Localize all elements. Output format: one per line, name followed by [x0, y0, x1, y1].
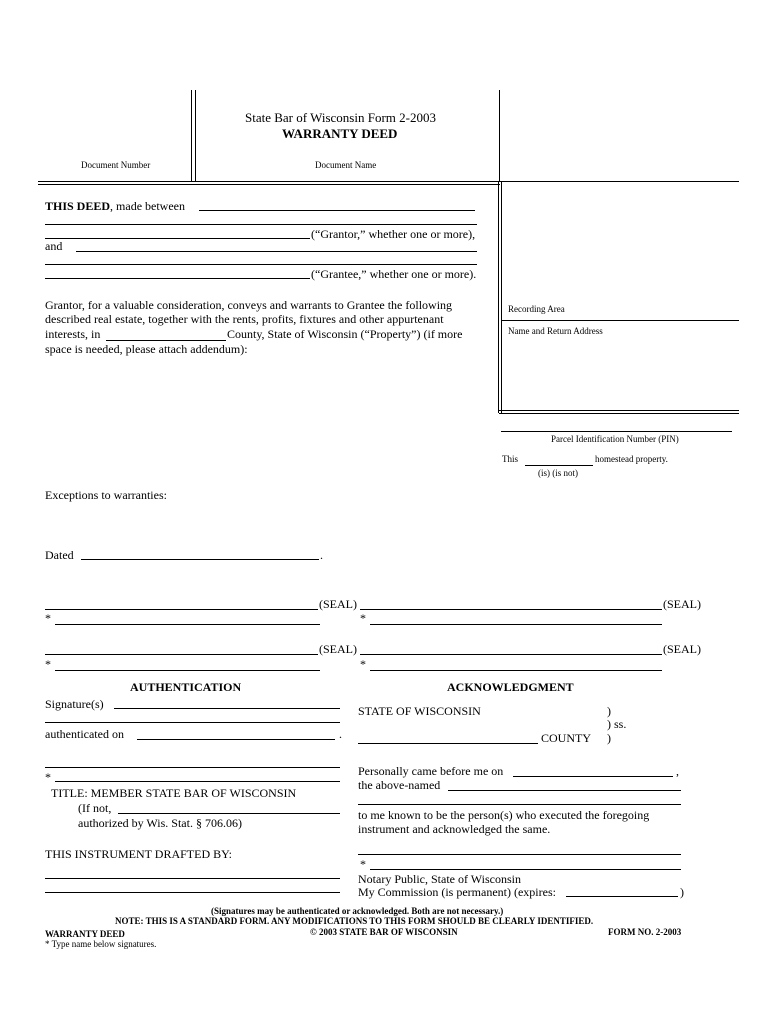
grantor-name-line-1[interactable]: [199, 210, 475, 211]
recording-box-left-1: [498, 181, 499, 413]
signatures-line-2[interactable]: [45, 722, 340, 723]
dated-period: .: [320, 548, 323, 562]
grantee-name-line-2[interactable]: [45, 264, 477, 265]
header-bottom-line-1: [38, 181, 500, 182]
conveys-line-2: described real estate, together with the rents, profits, fixtures and other appurtenant: [45, 312, 444, 326]
type-name-note: * Type name below signatures.: [45, 939, 157, 949]
ss-label: ) ss.: [607, 717, 627, 731]
paren-1: ): [607, 704, 611, 718]
drafted-by-line-2[interactable]: [45, 892, 340, 893]
header-bottom-line-2: [38, 184, 500, 185]
notary-label: Notary Public, State of Wisconsin: [358, 872, 521, 886]
asterisk-1-right: *: [360, 611, 366, 625]
asterisk-1-left: *: [45, 611, 51, 625]
dated-line[interactable]: [81, 559, 319, 560]
recording-box-top: [499, 181, 739, 182]
conveys-line-4: space is needed, please attach addendum):: [45, 342, 248, 356]
notary-signature-line[interactable]: [358, 854, 681, 855]
if-not-line[interactable]: [118, 813, 340, 814]
notary-typed-name-line[interactable]: [370, 869, 681, 870]
typed-name-line-2-right[interactable]: [370, 670, 662, 671]
typed-name-line-1-left[interactable]: [55, 624, 320, 625]
authentication-heading: AUTHENTICATION: [130, 680, 242, 694]
typed-name-line-2-left[interactable]: [55, 670, 320, 671]
pin-label: Parcel Identification Number (PIN): [551, 434, 679, 444]
footer-copyright: © 2003 STATE BAR OF WISCONSIN: [310, 927, 458, 937]
seal-label-1-right: (SEAL): [663, 597, 701, 611]
grantee-suffix: (“Grantee,” whether one or more).: [311, 267, 477, 281]
drafted-by-label: THIS INSTRUMENT DRAFTED BY:: [45, 847, 233, 861]
grantor-suffix: (“Grantor,” whether one or more),: [311, 227, 476, 241]
typed-name-line-1-right[interactable]: [370, 624, 662, 625]
acknowledgment-heading: ACKNOWLEDGMENT: [447, 680, 574, 694]
recording-box-bottom-2: [499, 413, 739, 414]
authenticated-on-line[interactable]: [137, 739, 335, 740]
notary-asterisk: *: [360, 857, 366, 871]
drafted-by-line-1[interactable]: [45, 878, 340, 879]
recording-box-bottom-1: [499, 410, 739, 411]
known-line-1: to me known to be the person(s) who executed the foregoing: [358, 808, 650, 822]
asterisk-2-right: *: [360, 657, 366, 671]
footer-warranty-deed: WARRANTY DEED: [45, 929, 125, 939]
above-named-line-2[interactable]: [358, 804, 681, 805]
signatures-line-1[interactable]: [114, 708, 340, 709]
homestead-label: homestead property.: [595, 454, 668, 464]
made-between-label: , made between: [110, 199, 185, 213]
signature-line-1-left[interactable]: [45, 609, 318, 610]
signatures-note: (Signatures may be authenticated or acknowledged. Both are not necessary.): [211, 906, 504, 916]
commission-close-paren: ): [680, 885, 684, 899]
signature-line-2-right[interactable]: [360, 654, 662, 655]
conveys-line-3a: interests, in: [45, 327, 101, 341]
county-line[interactable]: [358, 743, 538, 744]
seal-label-2-left: (SEAL): [319, 642, 357, 656]
signature-line-2-left[interactable]: [45, 654, 318, 655]
commission-label: My Commission (is permanent) (expires:: [358, 885, 556, 899]
this-deed-line: [45, 199, 185, 214]
header-divider-left-2: [195, 90, 196, 182]
document-number-label: Document Number: [81, 160, 151, 170]
standard-form-note: NOTE: THIS IS A STANDARD FORM. ANY MODIFICATIONS TO THIS FORM SHOULD BE CLEARLY IDENTIFIED.: [115, 916, 594, 926]
footer-form-no: FORM NO. 2-2003: [608, 927, 682, 937]
above-named-line-1[interactable]: [448, 790, 681, 791]
commission-expires-line[interactable]: [566, 896, 678, 897]
this-label: This: [502, 454, 519, 464]
auth-asterisk: *: [45, 770, 51, 784]
is-isnot-label: (is) (is not): [538, 468, 578, 478]
auth-typed-name-line[interactable]: [55, 781, 340, 782]
above-named-label: the above-named: [358, 778, 441, 792]
authorized-label: authorized by Wis. Stat. § 706.06): [78, 816, 242, 830]
form-title: State Bar of Wisconsin Form 2-2003: [245, 110, 436, 125]
header-divider-right: [499, 90, 500, 182]
homestead-blank-line[interactable]: [525, 465, 593, 466]
header-divider-left-1: [191, 90, 192, 182]
name-return-label: Name and Return Address: [508, 326, 603, 336]
personally-comma: ,: [676, 764, 679, 778]
signature-line-1-right[interactable]: [360, 609, 662, 610]
grantor-name-line-2[interactable]: [45, 224, 477, 225]
recording-area-label: Recording Area: [508, 304, 565, 314]
county-label: COUNTY: [541, 731, 591, 745]
pin-line[interactable]: [501, 431, 732, 432]
signatures-label: Signature(s): [45, 697, 104, 711]
dated-label: Dated: [45, 548, 74, 562]
conveys-line-1: Grantor, for a valuable consideration, conveys and warrants to Grantee the following: [45, 298, 453, 312]
recording-divider: [501, 320, 739, 321]
grantee-name-line-3[interactable]: [45, 278, 310, 279]
conveys-line-3b: County, State of Wisconsin (“Property”) (if more: [227, 327, 463, 341]
personally-label: Personally came before me on: [358, 764, 504, 778]
county-blank-line[interactable]: [106, 340, 226, 341]
this-deed-bold: THIS DEED: [45, 199, 111, 213]
recording-box-left-2: [501, 181, 502, 413]
authenticated-on-label: authenticated on: [45, 727, 124, 741]
state-label: STATE OF WISCONSIN: [358, 704, 481, 718]
known-line-2: instrument and acknowledged the same.: [358, 822, 551, 836]
grantor-name-line-3[interactable]: [45, 238, 310, 239]
deed-title: WARRANTY DEED: [282, 126, 398, 141]
paren-2: ): [607, 731, 611, 745]
seal-label-2-right: (SEAL): [663, 642, 701, 656]
asterisk-2-left: *: [45, 657, 51, 671]
document-name-label: Document Name: [315, 160, 377, 170]
auth-signature-line[interactable]: [45, 767, 340, 768]
if-not-label: (If not,: [78, 801, 112, 815]
exceptions-label: Exceptions to warranties:: [45, 488, 167, 502]
title-label: TITLE: MEMBER STATE BAR OF WISCONSIN: [51, 786, 297, 800]
grantee-name-line-1[interactable]: [76, 251, 477, 252]
seal-label-1-left: (SEAL): [319, 597, 357, 611]
authenticated-period: .: [339, 727, 342, 741]
and-label: and: [45, 239, 63, 253]
personally-date-line[interactable]: [513, 776, 673, 777]
